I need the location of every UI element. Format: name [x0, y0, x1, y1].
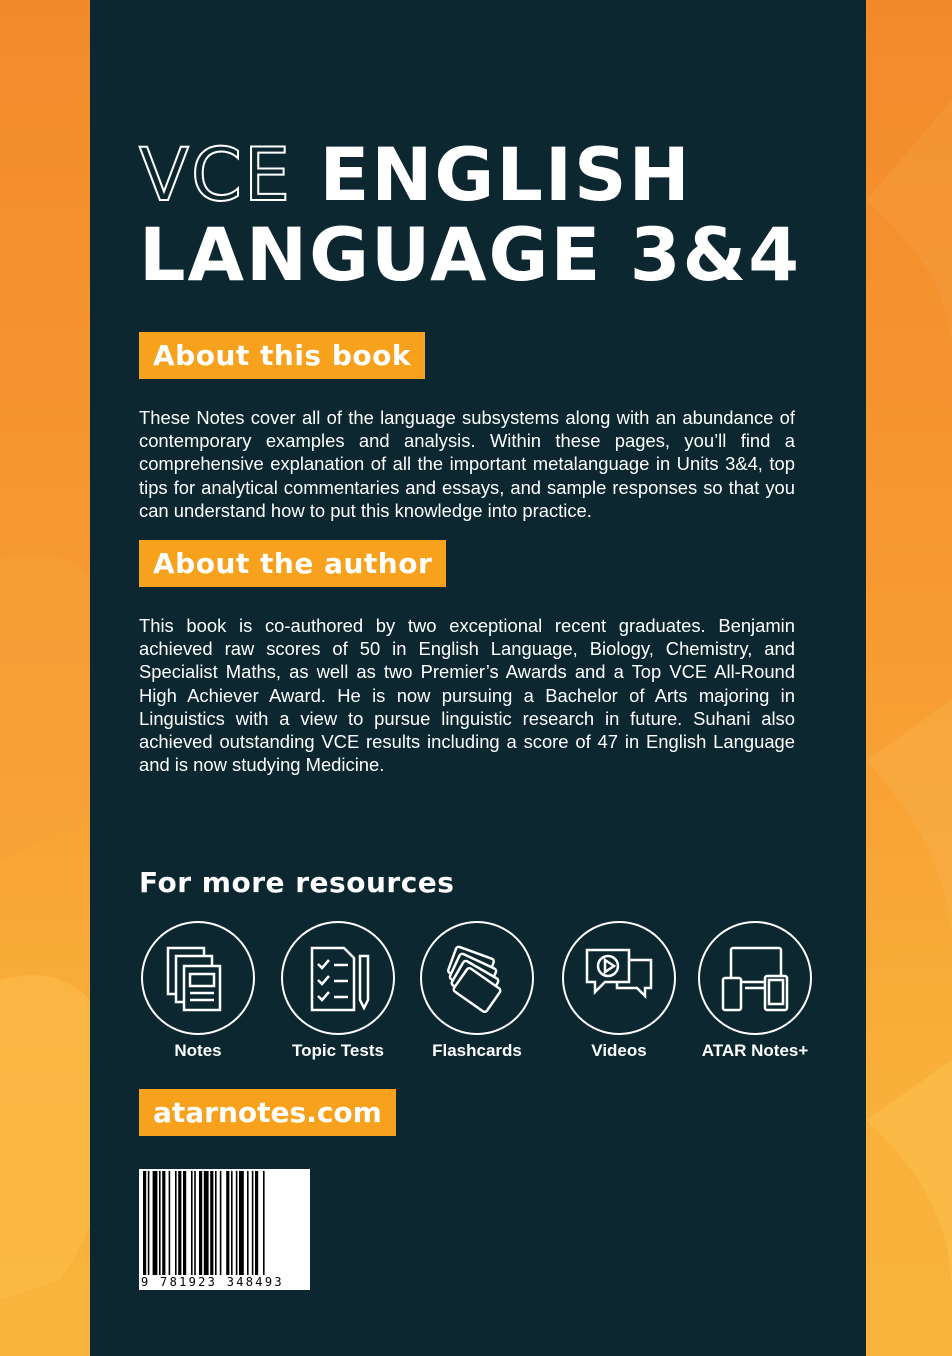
flashcards-icon	[420, 921, 534, 1035]
resource-label: ATAR Notes+	[701, 1041, 809, 1060]
notes-icon	[141, 921, 255, 1035]
resource-notes[interactable]	[118, 921, 278, 1061]
about-author-text: This book is co-authored by two exceptional recent graduates. Benjamin achieved raw scores of 50 in English Language, Biology, Chemistry, and Specialist Maths, as well as two Premier’s Awards and a Top VCE All-Round High Achiever Award. He is now pursuing a Bachelor of Arts majoring in Linguistics with a view to pursue linguistic research in future. Suhani also achieved outstanding VCE results including a score of 47 in English Language and is now studying Medicine.	[139, 615, 795, 776]
title-vce: VCE	[139, 133, 293, 218]
title-english: ENGLISH	[319, 133, 692, 218]
resource-label: Notes	[174, 1041, 222, 1060]
devices-icon	[698, 921, 812, 1035]
video-chat-icon	[562, 921, 676, 1035]
barcode	[139, 1169, 310, 1290]
resource-topic-tests[interactable]	[258, 921, 418, 1061]
isbn-number: 9 781923 348493	[141, 1275, 284, 1289]
checklist-icon	[281, 921, 395, 1035]
resource-label: Topic Tests	[292, 1041, 384, 1060]
resource-label: Flashcards	[432, 1041, 522, 1060]
book-title	[139, 133, 839, 298]
resource-flashcards[interactable]	[397, 921, 557, 1061]
resources-heading: For more resources	[139, 866, 455, 899]
title-language: LANGUAGE 3&4	[139, 213, 802, 298]
barcode-bars	[139, 1169, 310, 1277]
about-book-heading: About this book	[139, 332, 425, 379]
resource-label: Videos	[591, 1041, 647, 1060]
resource-atar-notes-plus[interactable]	[675, 921, 835, 1061]
website-link[interactable]: atarnotes.com	[139, 1089, 396, 1136]
about-author-heading: About the author	[139, 540, 446, 587]
about-book-text: These Notes cover all of the language subsystems along with an abundance of contemporary examples and analysis. Within these pages, you’ll find a comprehensive explanation of all the important metalanguage in Units 3&4, top tips for analytical commentaries and essays, and sample responses so that you can understand how to put this knowledge into practice.	[139, 407, 795, 521]
